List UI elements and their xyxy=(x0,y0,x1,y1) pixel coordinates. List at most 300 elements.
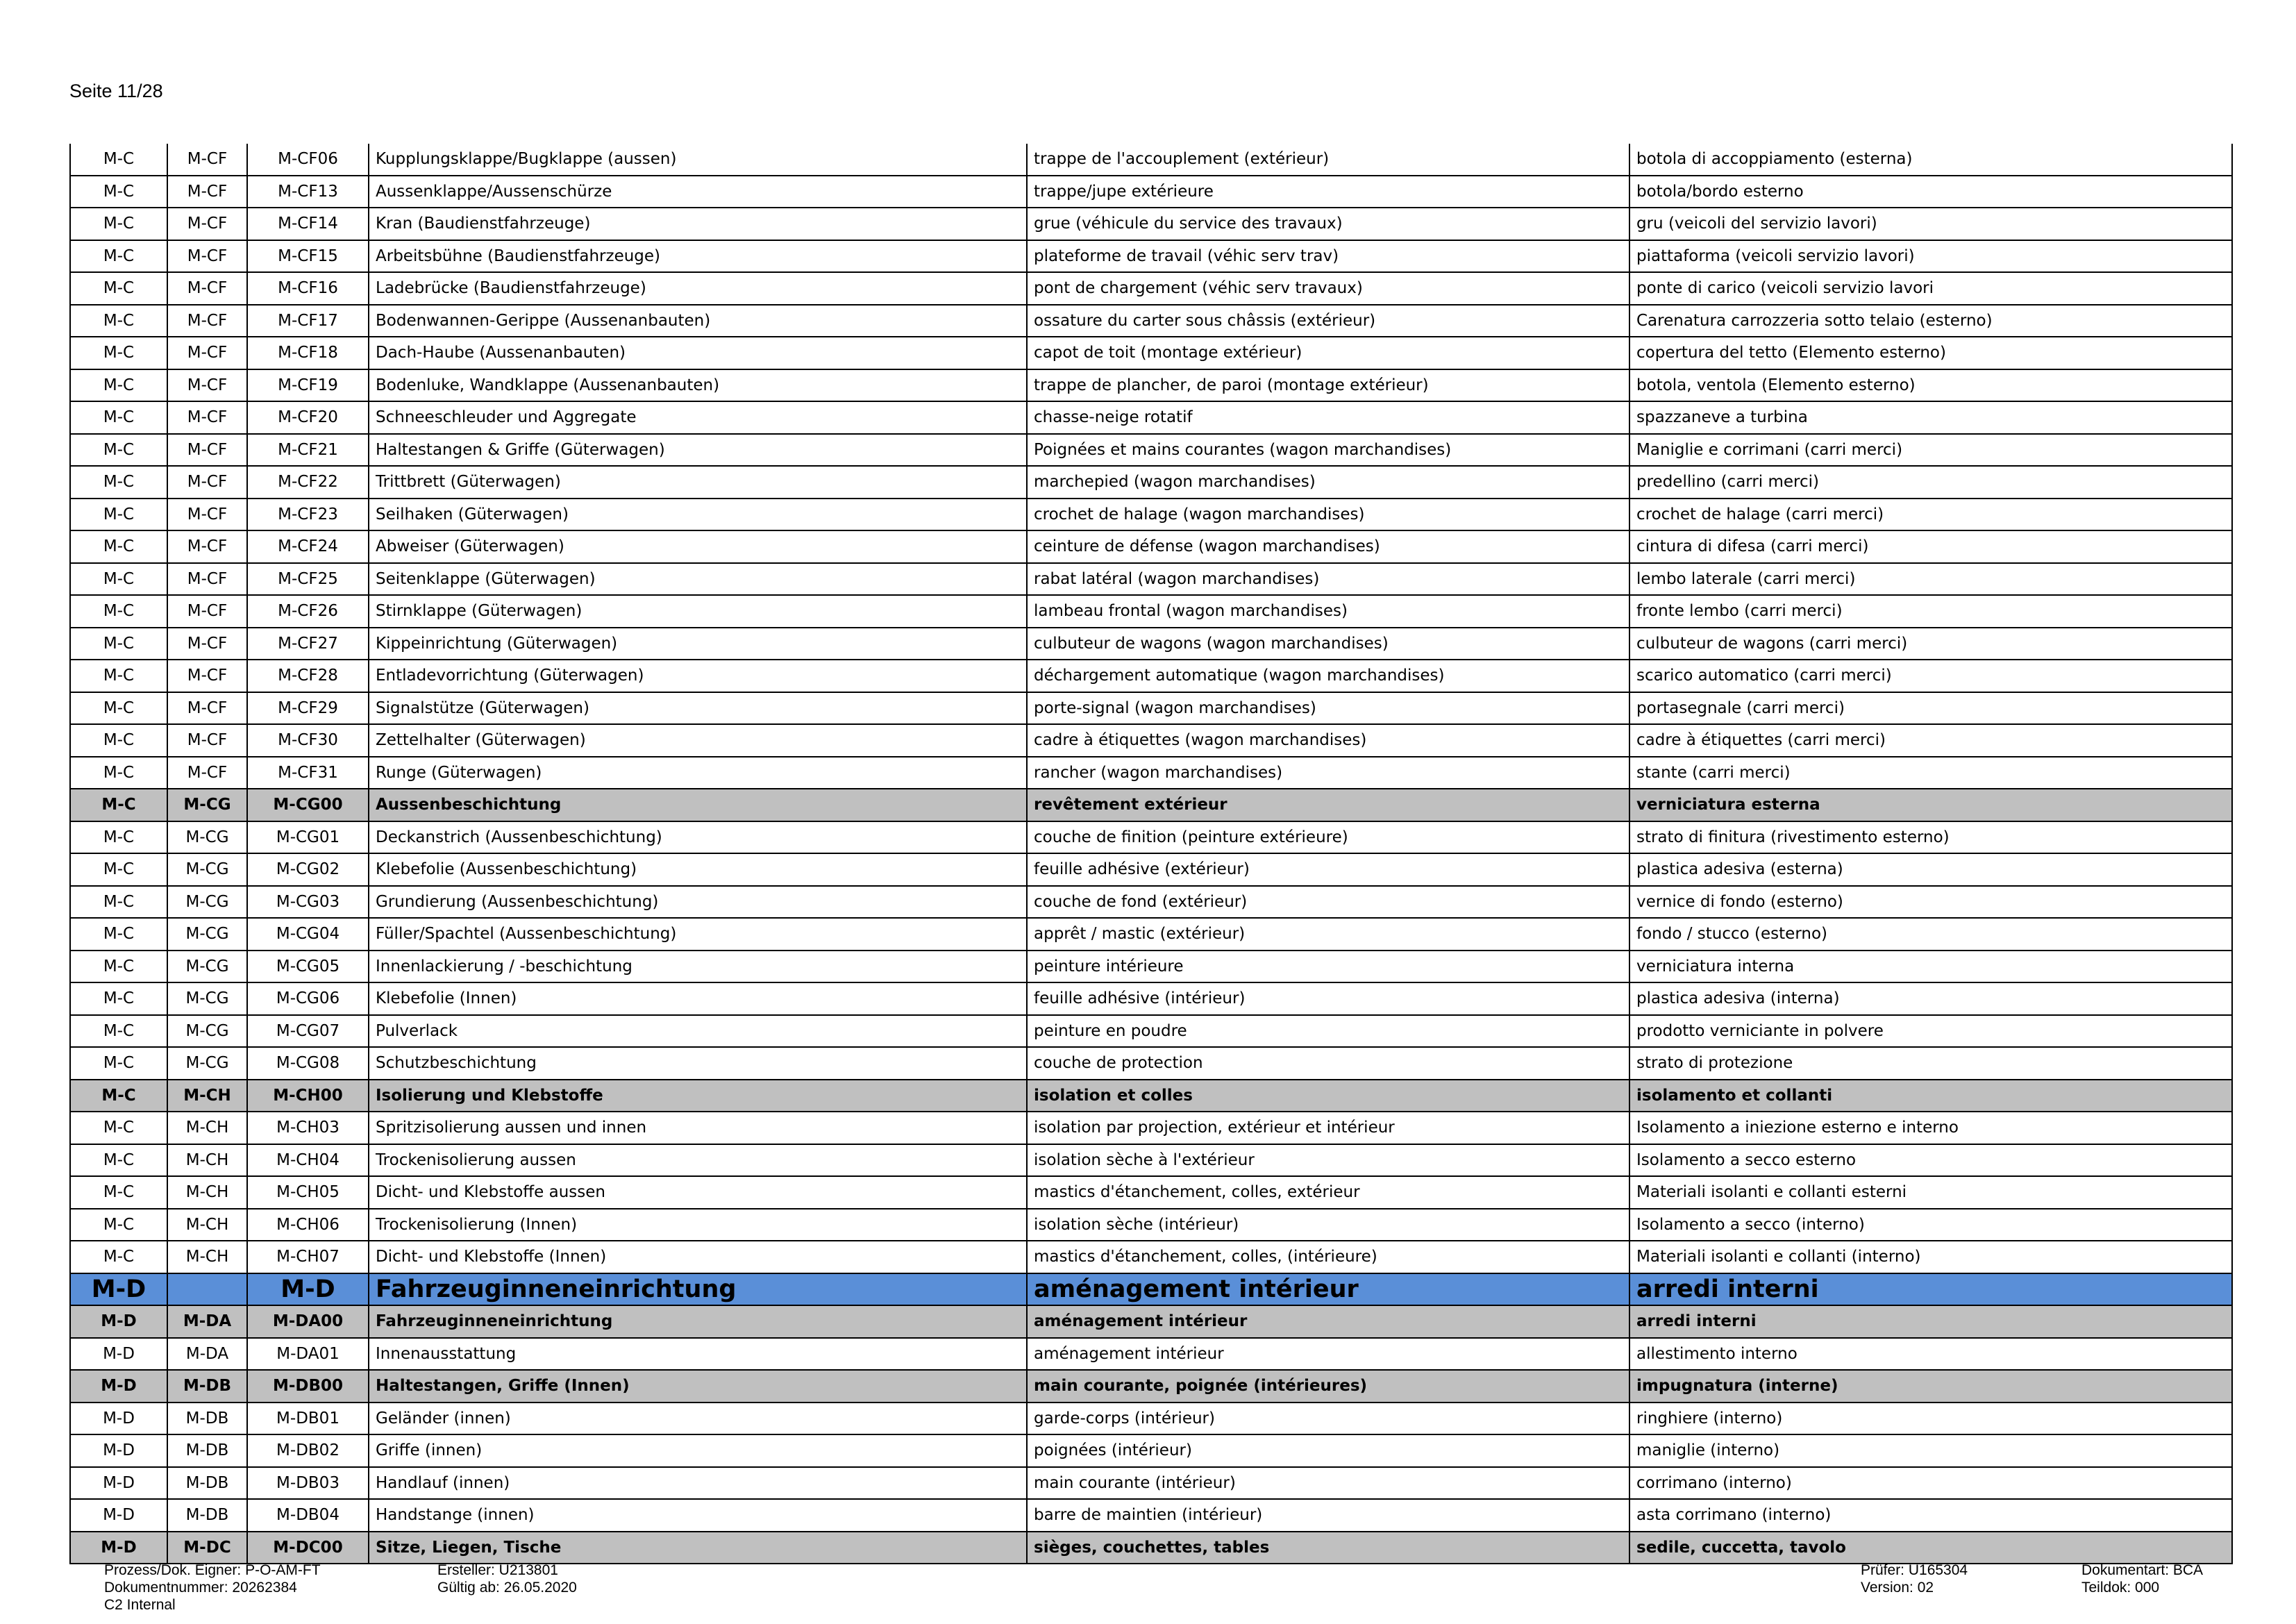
cell-french: ceinture de défense (wagon marchandises) xyxy=(1027,530,1629,563)
cell-code: M-CF18 xyxy=(247,337,369,369)
cell-level1: M-C xyxy=(70,789,167,821)
cell-german: Arbeitsbühne (Baudienstfahrzeuge) xyxy=(369,240,1027,273)
cell-level1: M-C xyxy=(70,337,167,369)
cell-german: Entladevorrichtung (Güterwagen) xyxy=(369,660,1027,692)
cell-level1: M-C xyxy=(70,369,167,402)
cell-level2: M-CF xyxy=(167,757,247,789)
cell-level2: M-CF xyxy=(167,692,247,725)
cell-italian: cadre à étiquettes (carri merci) xyxy=(1629,724,2232,757)
cell-italian: asta corrimano (interno) xyxy=(1629,1499,2232,1532)
cell-level2: M-CH xyxy=(167,1144,247,1177)
table-row xyxy=(70,1144,2232,1177)
cell-code: M-CF14 xyxy=(247,208,369,240)
section-row xyxy=(70,1532,2232,1564)
table-row xyxy=(70,1047,2232,1080)
cell-level2: M-DB xyxy=(167,1370,247,1403)
cell-german: Kippeinrichtung (Güterwagen) xyxy=(369,628,1027,660)
cell-italian: ponte di carico (veicoli servizio lavori xyxy=(1629,272,2232,305)
cell-level1: M-C xyxy=(70,144,167,176)
cell-code: M-CH07 xyxy=(247,1241,369,1273)
cell-german: Fahrzeuginneneinrichtung xyxy=(369,1305,1027,1338)
table-row xyxy=(70,144,2232,176)
cell-level2: M-CF xyxy=(167,499,247,531)
cell-german: Innenlackierung / -beschichtung xyxy=(369,951,1027,983)
cell-level1: M-C xyxy=(70,272,167,305)
cell-level2: M-CH xyxy=(167,1241,247,1273)
cell-french: isolation par projection, extérieur et intérieur xyxy=(1027,1112,1629,1144)
cell-level2: M-CF xyxy=(167,595,247,628)
cell-french: rancher (wagon marchandises) xyxy=(1027,757,1629,789)
cell-level1: M-C xyxy=(70,951,167,983)
table-row xyxy=(70,1112,2232,1144)
cell-level2: M-CF xyxy=(167,305,247,337)
table-row xyxy=(70,466,2232,499)
cell-italian: lembo laterale (carri merci) xyxy=(1629,563,2232,596)
cell-german: Kran (Baudienstfahrzeuge) xyxy=(369,208,1027,240)
footer-part-doc: Teildok: 000 xyxy=(2081,1580,2160,1596)
cell-level1: M-C xyxy=(70,1047,167,1080)
cell-german: Seilhaken (Güterwagen) xyxy=(369,499,1027,531)
cell-code: M-DA00 xyxy=(247,1305,369,1338)
cell-italian: fondo / stucco (esterno) xyxy=(1629,918,2232,951)
cell-code: M-CF20 xyxy=(247,401,369,434)
cell-french: feuille adhésive (extérieur) xyxy=(1027,853,1629,886)
table-row xyxy=(70,724,2232,757)
table-body xyxy=(70,144,2232,1564)
table-row xyxy=(70,499,2232,531)
cell-level1: M-C xyxy=(70,563,167,596)
cell-french: aménagement intérieur xyxy=(1027,1305,1629,1338)
cell-code: M-CF26 xyxy=(247,595,369,628)
cell-italian: culbuteur de wagons (carri merci) xyxy=(1629,628,2232,660)
cell-french: grue (véhicule du service des travaux) xyxy=(1027,208,1629,240)
cell-level1: M-C xyxy=(70,886,167,919)
cell-level1: M-C xyxy=(70,918,167,951)
cell-level1: M-C xyxy=(70,401,167,434)
table-row xyxy=(70,1467,2232,1500)
cell-code: M-DB04 xyxy=(247,1499,369,1532)
cell-level2: M-CH xyxy=(167,1209,247,1241)
table-row xyxy=(70,176,2232,208)
cell-level1: M-C xyxy=(70,1112,167,1144)
cell-italian: Materiali isolanti e collanti (interno) xyxy=(1629,1241,2232,1273)
cell-code: M-CF24 xyxy=(247,530,369,563)
cell-italian: verniciatura interna xyxy=(1629,951,2232,983)
cell-level1: M-C xyxy=(70,1015,167,1048)
section-row xyxy=(70,1080,2232,1112)
table-row xyxy=(70,337,2232,369)
cell-italian: plastica adesiva (esterna) xyxy=(1629,853,2232,886)
cell-code: M-CG06 xyxy=(247,982,369,1015)
cell-italian: ringhiere (interno) xyxy=(1629,1403,2232,1435)
table-row xyxy=(70,1015,2232,1048)
cell-code: M-CH06 xyxy=(247,1209,369,1241)
cell-italian: corrimano (interno) xyxy=(1629,1467,2232,1500)
table-row xyxy=(70,951,2232,983)
cell-level2: M-CF xyxy=(167,466,247,499)
cell-italian: strato di protezione xyxy=(1629,1047,2232,1080)
cell-level1: M-C xyxy=(70,660,167,692)
table-row xyxy=(70,530,2232,563)
cell-level2: M-CG xyxy=(167,853,247,886)
cell-french: main courante (intérieur) xyxy=(1027,1467,1629,1500)
code-table xyxy=(69,144,2233,1564)
cell-french: crochet de halage (wagon marchandises) xyxy=(1027,499,1629,531)
cell-italian: Maniglie e corrimani (carri merci) xyxy=(1629,434,2232,467)
cell-german: Dach-Haube (Aussenanbauten) xyxy=(369,337,1027,369)
cell-french: trappe/jupe extérieure xyxy=(1027,176,1629,208)
cell-french: aménagement intérieur xyxy=(1027,1273,1629,1306)
cell-italian: spazzaneve a turbina xyxy=(1629,401,2232,434)
cell-level1: M-C xyxy=(70,434,167,467)
cell-level2: M-CG xyxy=(167,886,247,919)
cell-german: Innenausstattung xyxy=(369,1338,1027,1371)
cell-italian: isolamento et collanti xyxy=(1629,1080,2232,1112)
cell-german: Geländer (innen) xyxy=(369,1403,1027,1435)
cell-code: M-CF06 xyxy=(247,144,369,176)
cell-german: Grundierung (Aussenbeschichtung) xyxy=(369,886,1027,919)
cell-german: Isolierung und Klebstoffe xyxy=(369,1080,1027,1112)
cell-level1: M-C xyxy=(70,821,167,854)
footer-reviewer: Prüfer: U165304 xyxy=(1861,1562,1968,1578)
cell-german: Handstange (innen) xyxy=(369,1499,1027,1532)
cell-french: apprêt / mastic (extérieur) xyxy=(1027,918,1629,951)
footer-reviewer-block xyxy=(1861,1562,1968,1596)
cell-code: M-CF16 xyxy=(247,272,369,305)
table-row xyxy=(70,982,2232,1015)
footer-author-block xyxy=(437,1562,577,1596)
cell-level2: M-CF xyxy=(167,240,247,273)
cell-italian: vernice di fondo (esterno) xyxy=(1629,886,2232,919)
cell-level2: M-DA xyxy=(167,1338,247,1371)
cell-italian: gru (veicoli del servizio lavori) xyxy=(1629,208,2232,240)
table-row xyxy=(70,1403,2232,1435)
cell-italian: fronte lembo (carri merci) xyxy=(1629,595,2232,628)
table-row xyxy=(70,595,2232,628)
cell-french: ossature du carter sous châssis (extérieur) xyxy=(1027,305,1629,337)
footer-doc-number: Dokumentnummer: 20262384 xyxy=(104,1580,297,1596)
cell-level1: M-D xyxy=(70,1338,167,1371)
table-row xyxy=(70,369,2232,402)
cell-level1: M-C xyxy=(70,853,167,886)
cell-german: Runge (Güterwagen) xyxy=(369,757,1027,789)
cell-french: Poignées et mains courantes (wagon marchandises) xyxy=(1027,434,1629,467)
cell-level1: M-C xyxy=(70,982,167,1015)
cell-level1: M-C xyxy=(70,757,167,789)
table-row xyxy=(70,272,2232,305)
cell-german: Dicht- und Klebstoffe aussen xyxy=(369,1176,1027,1209)
cell-level2: M-CF xyxy=(167,660,247,692)
cell-code: M-CF22 xyxy=(247,466,369,499)
cell-level1: M-C xyxy=(70,176,167,208)
cell-french: rabat latéral (wagon marchandises) xyxy=(1027,563,1629,596)
cell-code: M-CF15 xyxy=(247,240,369,273)
cell-french: peinture en poudre xyxy=(1027,1015,1629,1048)
cell-french: déchargement automatique (wagon marchandises) xyxy=(1027,660,1629,692)
page-label: Seite 11/28 xyxy=(69,81,163,101)
cell-french: cadre à étiquettes (wagon marchandises) xyxy=(1027,724,1629,757)
table-row xyxy=(70,918,2232,951)
cell-level1: M-D xyxy=(70,1467,167,1500)
cell-code: M-DB02 xyxy=(247,1434,369,1467)
cell-german: Fahrzeuginneneinrichtung xyxy=(369,1273,1027,1306)
cell-level2: M-CG xyxy=(167,821,247,854)
cell-level2: M-CH xyxy=(167,1176,247,1209)
cell-german: Abweiser (Güterwagen) xyxy=(369,530,1027,563)
cell-code: M-CH00 xyxy=(247,1080,369,1112)
cell-code: M-CG01 xyxy=(247,821,369,854)
cell-level1: M-C xyxy=(70,1176,167,1209)
cell-level1: M-D xyxy=(70,1305,167,1338)
table-row xyxy=(70,401,2232,434)
cell-french: isolation et colles xyxy=(1027,1080,1629,1112)
cell-code: M-CF23 xyxy=(247,499,369,531)
cell-level1: M-C xyxy=(70,628,167,660)
cell-code: M-CG07 xyxy=(247,1015,369,1048)
cell-code: M-DA01 xyxy=(247,1338,369,1371)
cell-italian: predellino (carri merci) xyxy=(1629,466,2232,499)
cell-german: Spritzisolierung aussen und innen xyxy=(369,1112,1027,1144)
table-row xyxy=(70,1434,2232,1467)
cell-italian: botola di accoppiamento (esterna) xyxy=(1629,144,2232,176)
cell-level1: M-C xyxy=(70,466,167,499)
cell-french: revêtement extérieur xyxy=(1027,789,1629,821)
cell-italian: botola/bordo esterno xyxy=(1629,176,2232,208)
cell-german: Kupplungsklappe/Bugklappe (aussen) xyxy=(369,144,1027,176)
major-row xyxy=(70,1273,2232,1306)
cell-french: peinture intérieure xyxy=(1027,951,1629,983)
cell-french: sièges, couchettes, tables xyxy=(1027,1532,1629,1564)
cell-code: M-CG03 xyxy=(247,886,369,919)
cell-level1: M-C xyxy=(70,724,167,757)
cell-level1: M-C xyxy=(70,1080,167,1112)
cell-code: M-CF13 xyxy=(247,176,369,208)
cell-german: Pulverlack xyxy=(369,1015,1027,1048)
cell-german: Bodenluke, Wandklappe (Aussenanbauten) xyxy=(369,369,1027,402)
cell-italian: maniglie (interno) xyxy=(1629,1434,2232,1467)
cell-german: Füller/Spachtel (Aussenbeschichtung) xyxy=(369,918,1027,951)
cell-code: M-CF27 xyxy=(247,628,369,660)
cell-level2: M-CF xyxy=(167,724,247,757)
cell-french: barre de maintien (intérieur) xyxy=(1027,1499,1629,1532)
cell-french: aménagement intérieur xyxy=(1027,1338,1629,1371)
cell-level2: M-DB xyxy=(167,1403,247,1435)
table-row xyxy=(70,1499,2232,1532)
cell-level1: M-C xyxy=(70,305,167,337)
cell-level2: M-CF xyxy=(167,434,247,467)
footer-author: Ersteller: U213801 xyxy=(437,1562,558,1578)
cell-italian: Isolamento a secco esterno xyxy=(1629,1144,2232,1177)
cell-italian: strato di finitura (rivestimento esterno) xyxy=(1629,821,2232,854)
cell-level1: M-C xyxy=(70,499,167,531)
cell-italian: arredi interni xyxy=(1629,1305,2232,1338)
table-row xyxy=(70,821,2232,854)
cell-level1: M-D xyxy=(70,1403,167,1435)
cell-code: M-CG02 xyxy=(247,853,369,886)
cell-italian: sedile, cuccetta, tavolo xyxy=(1629,1532,2232,1564)
cell-level2: M-CF xyxy=(167,369,247,402)
cell-german: Trittbrett (Güterwagen) xyxy=(369,466,1027,499)
cell-german: Griffe (innen) xyxy=(369,1434,1027,1467)
cell-german: Aussenbeschichtung xyxy=(369,789,1027,821)
cell-level2: M-CF xyxy=(167,628,247,660)
footer-classification: C2 Internal xyxy=(104,1597,176,1613)
cell-german: Trockenisolierung aussen xyxy=(369,1144,1027,1177)
cell-french: lambeau frontal (wagon marchandises) xyxy=(1027,595,1629,628)
cell-code: M-DB00 xyxy=(247,1370,369,1403)
cell-level2: M-DB xyxy=(167,1499,247,1532)
cell-german: Sitze, Liegen, Tische xyxy=(369,1532,1027,1564)
cell-code: M-CF31 xyxy=(247,757,369,789)
cell-level1: M-C xyxy=(70,1144,167,1177)
cell-french: feuille adhésive (intérieur) xyxy=(1027,982,1629,1015)
cell-level1: M-C xyxy=(70,1209,167,1241)
table-row xyxy=(70,853,2232,886)
table-row xyxy=(70,1241,2232,1273)
cell-italian: Carenatura carrozzeria sotto telaio (esterno) xyxy=(1629,305,2232,337)
cell-code: M-CG04 xyxy=(247,918,369,951)
cell-german: Trockenisolierung (Innen) xyxy=(369,1209,1027,1241)
cell-level2: M-CF xyxy=(167,272,247,305)
cell-level2: M-DB xyxy=(167,1467,247,1500)
cell-german: Dicht- und Klebstoffe (Innen) xyxy=(369,1241,1027,1273)
cell-italian: botola, ventola (Elemento esterno) xyxy=(1629,369,2232,402)
cell-level1: M-C xyxy=(70,208,167,240)
cell-code: M-CF25 xyxy=(247,563,369,596)
table-row xyxy=(70,1209,2232,1241)
cell-italian: crochet de halage (carri merci) xyxy=(1629,499,2232,531)
cell-french: mastics d'étanchement, colles, extérieur xyxy=(1027,1176,1629,1209)
cell-code: M-DC00 xyxy=(247,1532,369,1564)
cell-level2: M-CF xyxy=(167,144,247,176)
table-row xyxy=(70,757,2232,789)
cell-code: M-CH05 xyxy=(247,1176,369,1209)
cell-level2: M-CG xyxy=(167,982,247,1015)
cell-french: couche de protection xyxy=(1027,1047,1629,1080)
cell-french: couche de fond (extérieur) xyxy=(1027,886,1629,919)
cell-italian: arredi interni xyxy=(1629,1273,2232,1306)
cell-italian: portasegnale (carri merci) xyxy=(1629,692,2232,725)
cell-german: Seitenklappe (Güterwagen) xyxy=(369,563,1027,596)
cell-german: Stirnklappe (Güterwagen) xyxy=(369,595,1027,628)
cell-german: Schutzbeschichtung xyxy=(369,1047,1027,1080)
cell-code: M-CH03 xyxy=(247,1112,369,1144)
cell-french: plateforme de travail (véhic serv trav) xyxy=(1027,240,1629,273)
table-row xyxy=(70,1176,2232,1209)
section-row xyxy=(70,1370,2232,1403)
cell-french: porte-signal (wagon marchandises) xyxy=(1027,692,1629,725)
cell-code: M-CG05 xyxy=(247,951,369,983)
cell-italian: copertura del tetto (Elemento esterno) xyxy=(1629,337,2232,369)
cell-italian: Isolamento a iniezione esterno e interno xyxy=(1629,1112,2232,1144)
cell-level1: M-D xyxy=(70,1532,167,1564)
cell-italian: Materiali isolanti e collanti esterni xyxy=(1629,1176,2232,1209)
table-row xyxy=(70,692,2232,725)
cell-code: M-CF28 xyxy=(247,660,369,692)
cell-italian: scarico automatico (carri merci) xyxy=(1629,660,2232,692)
table-row xyxy=(70,563,2232,596)
cell-french: capot de toit (montage extérieur) xyxy=(1027,337,1629,369)
cell-italian: impugnatura (interne) xyxy=(1629,1370,2232,1403)
table-row xyxy=(70,305,2232,337)
cell-german: Bodenwannen-Gerippe (Aussenanbauten) xyxy=(369,305,1027,337)
cell-level2: M-CG xyxy=(167,1047,247,1080)
cell-code: M-DB01 xyxy=(247,1403,369,1435)
cell-french: couche de finition (peinture extérieure) xyxy=(1027,821,1629,854)
footer-doc-type: Dokumentart: BCA xyxy=(2081,1562,2204,1578)
cell-french: mastics d'étanchement, colles, (intérieure) xyxy=(1027,1241,1629,1273)
cell-french: isolation sèche (intérieur) xyxy=(1027,1209,1629,1241)
cell-level1: M-C xyxy=(70,530,167,563)
cell-french: isolation sèche à l'extérieur xyxy=(1027,1144,1629,1177)
cell-french: garde-corps (intérieur) xyxy=(1027,1403,1629,1435)
cell-german: Aussenklappe/Aussenschürze xyxy=(369,176,1027,208)
cell-italian: allestimento interno xyxy=(1629,1338,2232,1371)
cell-level2: M-CF xyxy=(167,208,247,240)
cell-code: M-CH04 xyxy=(247,1144,369,1177)
cell-code: M-D xyxy=(247,1273,369,1306)
footer-owner-block xyxy=(104,1562,321,1614)
section-row xyxy=(70,789,2232,821)
cell-level1: M-D xyxy=(70,1370,167,1403)
cell-level2 xyxy=(167,1273,247,1306)
cell-italian: verniciatura esterna xyxy=(1629,789,2232,821)
table-row xyxy=(70,208,2232,240)
cell-german: Deckanstrich (Aussenbeschichtung) xyxy=(369,821,1027,854)
cell-level1: M-D xyxy=(70,1499,167,1532)
footer-version: Version: 02 xyxy=(1861,1580,1934,1596)
cell-code: M-CF17 xyxy=(247,305,369,337)
cell-french: chasse-neige rotatif xyxy=(1027,401,1629,434)
cell-level1: M-D xyxy=(70,1273,167,1306)
cell-level2: M-CG xyxy=(167,951,247,983)
cell-level2: M-DB xyxy=(167,1434,247,1467)
cell-german: Klebefolie (Aussenbeschichtung) xyxy=(369,853,1027,886)
cell-level2: M-CG xyxy=(167,789,247,821)
cell-french: main courante, poignée (intérieures) xyxy=(1027,1370,1629,1403)
table-row xyxy=(70,1338,2232,1371)
footer-owner: Prozess/Dok. Eigner: P-O-AM-FT xyxy=(104,1562,321,1578)
cell-level2: M-CF xyxy=(167,530,247,563)
footer-doctype-block xyxy=(2081,1562,2203,1596)
cell-level1: M-C xyxy=(70,240,167,273)
cell-german: Ladebrücke (Baudienstfahrzeuge) xyxy=(369,272,1027,305)
table-row xyxy=(70,628,2232,660)
cell-french: trappe de l'accouplement (extérieur) xyxy=(1027,144,1629,176)
cell-code: M-DB03 xyxy=(247,1467,369,1500)
cell-german: Haltestangen & Griffe (Güterwagen) xyxy=(369,434,1027,467)
table-row xyxy=(70,886,2232,919)
cell-code: M-CF30 xyxy=(247,724,369,757)
cell-german: Schneeschleuder und Aggregate xyxy=(369,401,1027,434)
table-row xyxy=(70,434,2232,467)
cell-level1: M-C xyxy=(70,692,167,725)
cell-italian: Isolamento a secco (interno) xyxy=(1629,1209,2232,1241)
cell-code: M-CG08 xyxy=(247,1047,369,1080)
cell-level2: M-CH xyxy=(167,1112,247,1144)
cell-italian: plastica adesiva (interna) xyxy=(1629,982,2232,1015)
table-row xyxy=(70,660,2232,692)
cell-level2: M-DC xyxy=(167,1532,247,1564)
cell-german: Klebefolie (Innen) xyxy=(369,982,1027,1015)
cell-level2: M-CF xyxy=(167,401,247,434)
table-row xyxy=(70,240,2232,273)
cell-level1: M-C xyxy=(70,1241,167,1273)
cell-code: M-CF21 xyxy=(247,434,369,467)
cell-german: Handlauf (innen) xyxy=(369,1467,1027,1500)
cell-level2: M-CF xyxy=(167,563,247,596)
cell-level2: M-CF xyxy=(167,176,247,208)
